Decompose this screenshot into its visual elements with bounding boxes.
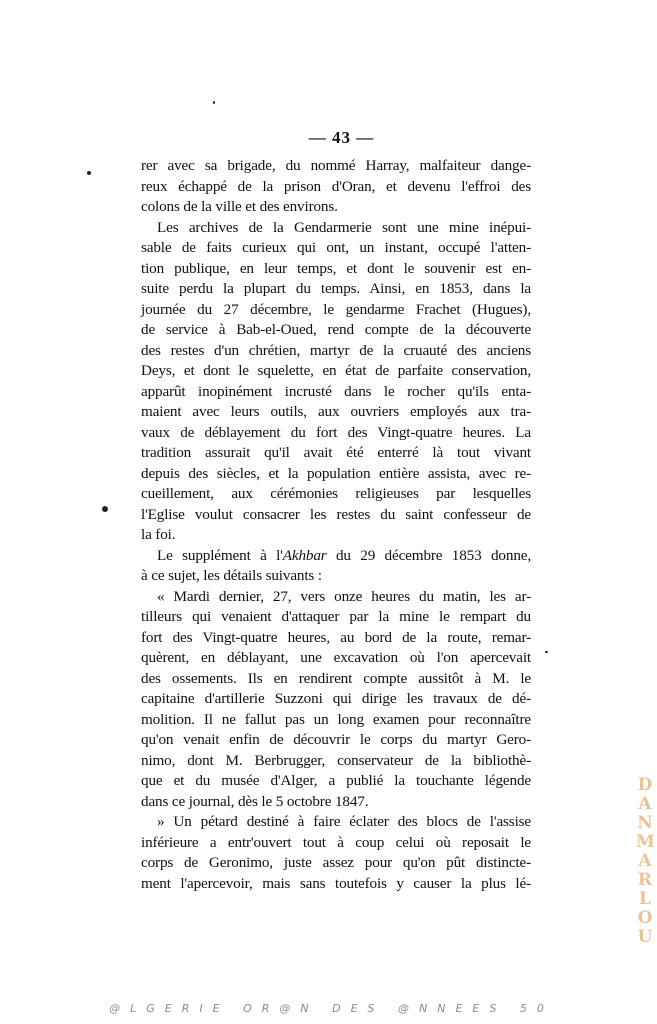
- watermark-letter: D: [637, 775, 653, 795]
- text-line: dans ce journal, dès le 5 octobre 1847.: [141, 792, 369, 810]
- vertical-watermark: [636, 776, 654, 947]
- text-line: à ce sujet, les détails suivants :: [141, 567, 322, 584]
- text-line: quèrent, en déblayant, une excavation où l'on apercevait: [141, 649, 531, 666]
- text-line: capitaine d'artillerie Suzzoni qui dirige les travaux de dé-: [141, 690, 531, 707]
- text-line: nimo, dont M. Berbrugger, conservateur de la bibliothè-: [141, 751, 531, 769]
- scan-speck: [213, 101, 215, 104]
- text-line: inférieure a entr'ouvert tout à coup celui où reposait le: [141, 833, 531, 851]
- text-line: fort des Vingt-quatre heures, au bord de la route, remar-: [141, 628, 531, 646]
- text-line: la foi.: [141, 526, 176, 543]
- text-line: Les archives de la Gendarmerie sont une mine inépui-: [157, 218, 531, 236]
- text-line: qu'on venait enfin de découvrir le corps du martyr Gero-: [141, 731, 531, 748]
- text-line: suite perdu la plupart du temps. Ainsi, en 1853, dans la: [141, 280, 531, 297]
- text-line: l'Eglise voulut consacrer les restes du saint confesseur de: [141, 505, 531, 523]
- watermark-letter: A: [638, 794, 652, 814]
- watermark-letter: N: [637, 813, 653, 833]
- text-line: cueillement, aux cérémonies religieuses par lesquelles: [141, 485, 531, 502]
- text-line: de service à Bab-el-Oued, rend compte de la découverte: [141, 321, 531, 338]
- scan-speck: [545, 651, 548, 653]
- text-line: apparût inopinément incrusté dans le rocher qu'ils enta-: [141, 382, 531, 400]
- text-line: » Un pétard destiné à faire éclater des blocs de l'assise: [157, 813, 531, 830]
- text-line: depuis des siècles, et la population entière assista, avec re-: [141, 464, 531, 482]
- text-line: journée du 27 décembre, le gendarme Frachet (Hugues),: [141, 300, 531, 318]
- scan-speck: [87, 171, 91, 175]
- page-number: — 43 —: [308, 128, 375, 147]
- text-line: tilleurs qui venaient d'attaquer par la mine le rempart du: [141, 608, 531, 625]
- text-line: molition. Il ne fallut pas un long examen pour reconnaître: [141, 710, 531, 728]
- text-line: reux échappé de la prison d'Oran, et devenu l'effroi des: [141, 177, 531, 195]
- text-line: maient avec leurs outils, aux ouvriers employés aux tra-: [141, 403, 531, 420]
- text-line: corps de Geronimo, juste assez pour qu'on pût distincte-: [141, 854, 531, 871]
- text-line: « Mardi dernier, 27, vers onze heures du matin, les ar-: [157, 587, 531, 605]
- text-line: des restes d'un chrétien, martyr de la cruauté des anciens: [141, 341, 531, 359]
- watermark-letter: L: [639, 889, 651, 909]
- watermark-letter: R: [637, 870, 653, 890]
- text-line: des ossements. Ils en rendirent compte aussitôt à M. le: [141, 669, 531, 687]
- newspaper-title: Akhbar: [282, 546, 327, 564]
- text-line: que et du musée d'Alger, a publié la touchante légende: [141, 772, 531, 789]
- page-body: [141, 156, 531, 894]
- text-line: colons de la ville et des environs.: [141, 198, 338, 215]
- text-line: vaux de déblayement du fort des Vingt-quatre heures. La: [141, 423, 531, 441]
- text-line: tion publique, en leur temps, et dont le souvenir est en-: [141, 259, 531, 277]
- text-line: ment l'apercevoir, mais sans toutefois y causer la plus lé-: [141, 874, 531, 892]
- text-line: Le supplément à l'Akhbar du 29 décembre 1853 donne,: [157, 546, 531, 564]
- watermark-letter: M: [636, 832, 655, 852]
- text-line: Deys, et dont le squelette, en état de parfaite conservation,: [141, 362, 531, 379]
- scan-speck: [102, 506, 108, 512]
- watermark-letter: A: [638, 851, 652, 871]
- text-line: rer avec sa brigade, du nommé Harray, malfaiteur dange-: [141, 157, 531, 174]
- text-line: tradition assurait qu'il avait été enterré là tout vivant: [141, 444, 531, 461]
- footer-caption: @LGERIE OR@N DES @NNEES 50: [109, 1002, 554, 1015]
- watermark-letter: O: [637, 908, 653, 928]
- text-line: sable de faits curieux qui ont, un instant, occupé l'atten-: [141, 239, 531, 256]
- watermark-letter: U: [637, 927, 653, 947]
